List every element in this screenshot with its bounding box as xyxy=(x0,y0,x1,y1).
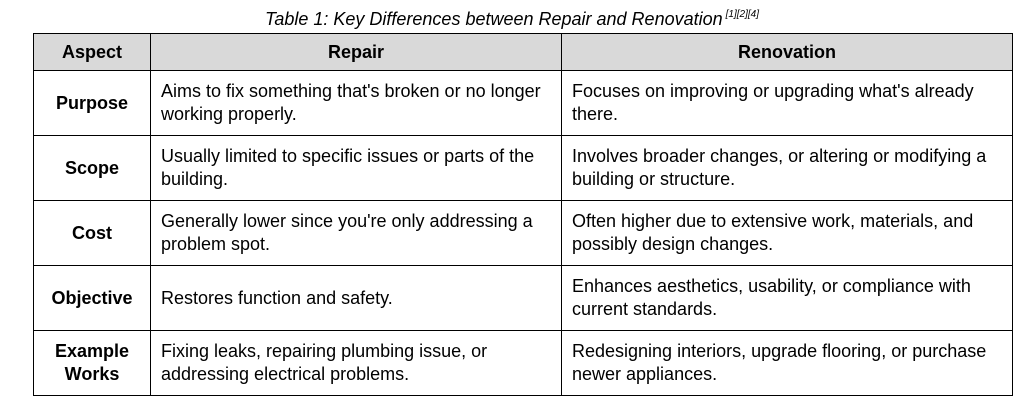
table-row xyxy=(34,331,1013,396)
repair-cell: Generally lower since you're only addressing a problem spot. xyxy=(151,201,562,266)
repair-cell: Aims to fix something that's broken or no longer working properly. xyxy=(151,71,562,136)
header-row xyxy=(34,34,1013,71)
repair-cell: Restores function and safety. xyxy=(151,266,562,331)
renovation-cell: Involves broader changes, or altering or modifying a building or structure. xyxy=(562,136,1013,201)
renovation-cell: Redesigning interiors, upgrade flooring, or purchase newer appliances. xyxy=(562,331,1013,396)
renovation-cell: Enhances aesthetics, usability, or compliance with current standards. xyxy=(562,266,1013,331)
column-header-repair: Repair xyxy=(151,34,562,71)
table-title: Table 1: Key Differences between Repair and Renovation xyxy=(265,9,723,29)
renovation-cell: Often higher due to extensive work, materials, and possibly design changes. xyxy=(562,201,1013,266)
table-row xyxy=(34,71,1013,136)
repair-cell: Usually limited to specific issues or parts of the building. xyxy=(151,136,562,201)
row-label: Scope xyxy=(34,136,151,201)
citation-refs: [1][2][4] xyxy=(725,9,759,20)
row-label: Cost xyxy=(34,201,151,266)
repair-cell: Fixing leaks, repairing plumbing issue, or addressing electrical problems. xyxy=(151,331,562,396)
row-label: Example Works xyxy=(34,331,151,396)
table-row xyxy=(34,266,1013,331)
row-label: Objective xyxy=(34,266,151,331)
column-header-aspect: Aspect xyxy=(34,34,151,71)
table-caption xyxy=(0,8,1024,30)
column-header-renovation: Renovation xyxy=(562,34,1013,71)
row-label: Purpose xyxy=(34,71,151,136)
table-row xyxy=(34,201,1013,266)
table-row xyxy=(34,136,1013,201)
comparison-table xyxy=(33,33,1013,396)
renovation-cell: Focuses on improving or upgrading what's already there. xyxy=(562,71,1013,136)
